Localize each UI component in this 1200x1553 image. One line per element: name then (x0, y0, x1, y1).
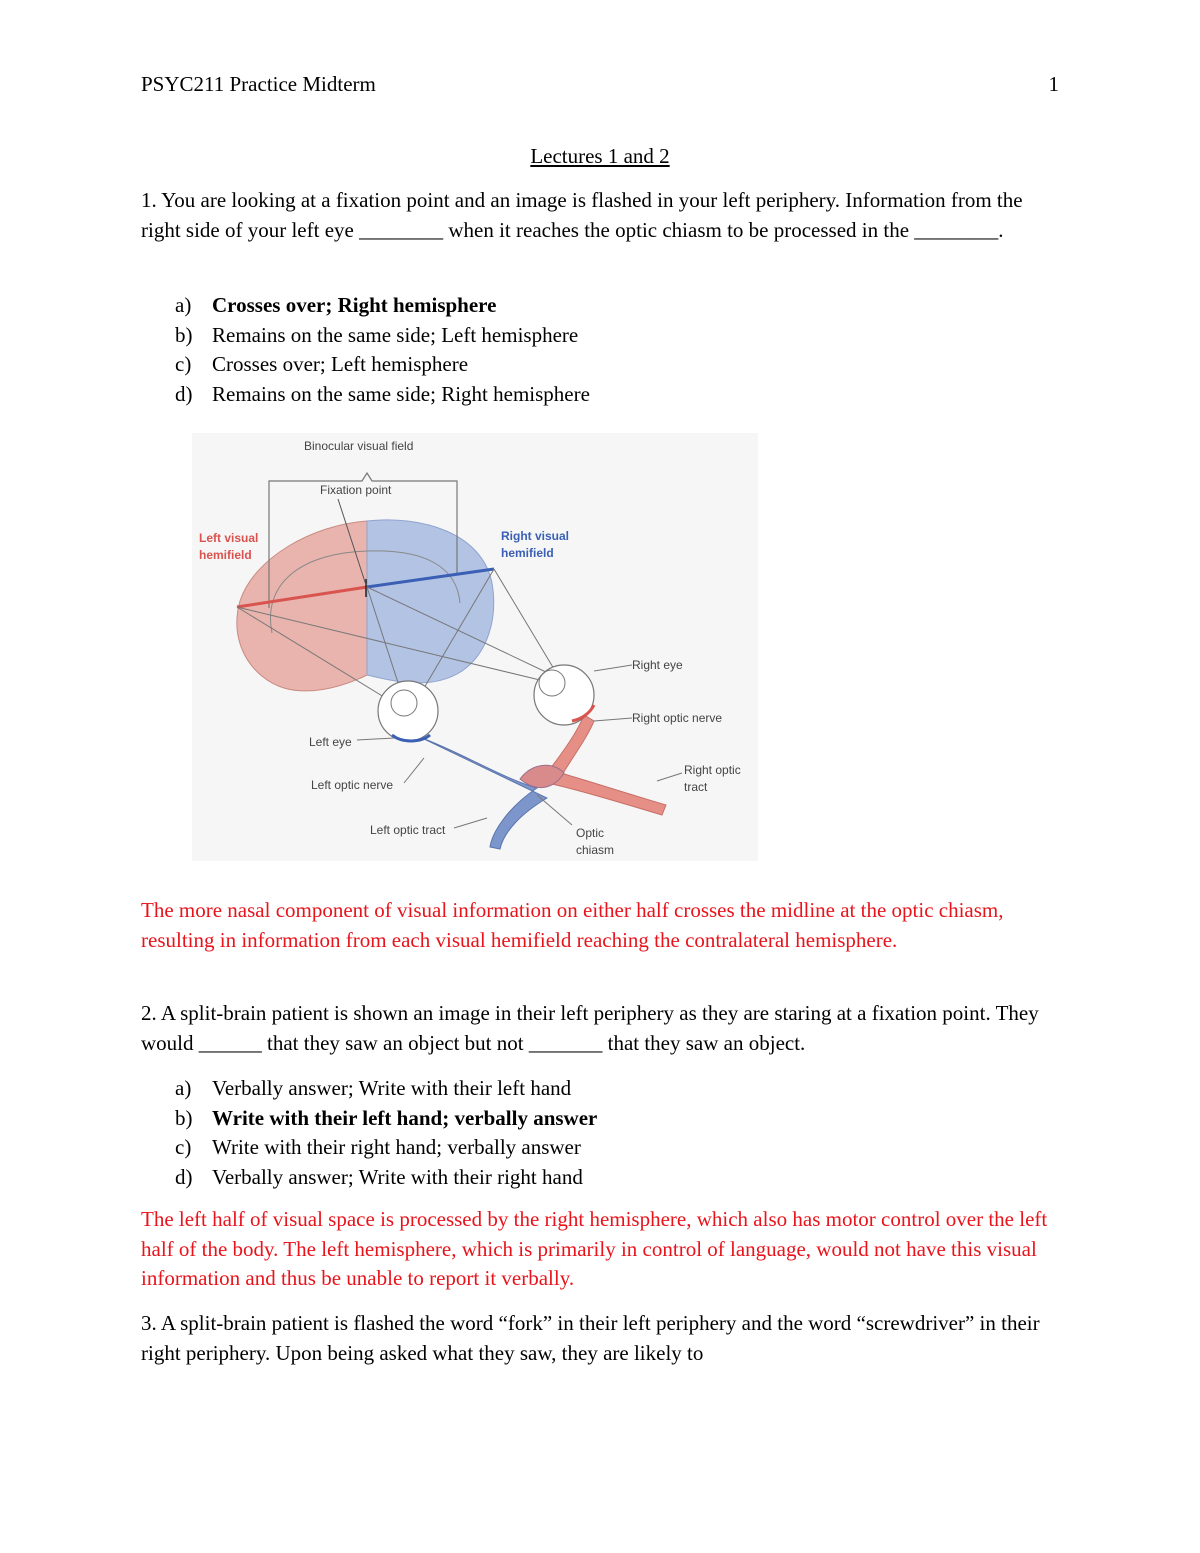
label-left-hemifield-1: Left visual (199, 531, 259, 545)
label-optic-chiasm-2: chiasm (576, 843, 615, 857)
option-2a: a) Verbally answer; Write with their left hand (175, 1076, 572, 1100)
question-1-text: 1. You are looking at a fixation point and an image is flashed in your left periphery. Information from the right side of your left eye ________ when it reaches the optic chiasm to be processed in the ________. (141, 188, 1023, 242)
label-binocular: Binocular visual field (304, 439, 414, 453)
label-left-hemifield-2: hemifield (199, 548, 252, 562)
option-1c: c) Crosses over; Left hemisphere (175, 352, 469, 376)
question-1-options (175, 291, 590, 409)
page-number: 1 (1048, 72, 1059, 96)
visual-pathway-diagram (192, 433, 758, 861)
question-2-options (175, 1074, 597, 1192)
option-1a: a) Crosses over; Right hemisphere (175, 291, 590, 321)
explanation-2: The left half of visual space is processed by the right hemisphere, which also has motor control over the left half of the body. The left hemisphere, which is primarily in control of language, would not have this visual information and thus be unable to report it verbally. (141, 1207, 1048, 1290)
option-2d: d) Verbally answer; Write with their right hand (175, 1164, 583, 1189)
label-fixation: Fixation point (320, 483, 392, 497)
option-2c: c) Write with their right hand; verbally answer (175, 1135, 581, 1159)
option-1d: d) Remains on the same side; Right hemisphere (175, 381, 590, 406)
option-2b: b) Write with their left hand; verbally answer (175, 1104, 597, 1134)
section-title: Lectures 1 and 2 (530, 144, 670, 168)
label-right-optic-tract-1: Right optic (684, 763, 741, 777)
label-right-hemifield-1: Right visual (501, 529, 570, 543)
label-right-eye: Right eye (632, 658, 683, 672)
label-left-eye: Left eye (309, 735, 352, 749)
label-left-optic-nerve: Left optic nerve (311, 778, 394, 792)
left-hemifield-shape (237, 521, 367, 691)
explanation-1: The more nasal component of visual information on either half crosses the midline at the optic chiasm, resulting in information from each visual hemifield reaching the contralateral hemisphere. (141, 898, 1004, 952)
right-optic-tract-shape (547, 771, 666, 815)
label-left-optic-tract: Left optic tract (370, 823, 446, 837)
correct-answer: Crosses over; Right hemisphere (212, 293, 497, 317)
question-3-text: 3. A split-brain patient is flashed the word “fork” in their left periphery and the word “screwdriver” in their right periphery. Upon being asked what they saw, they are likely to (141, 1311, 1040, 1365)
label-right-hemifield-2: hemifield (501, 546, 554, 560)
option-1b: b) Remains on the same side; Left hemisphere (175, 322, 579, 347)
label-right-optic-nerve: Right optic nerve (632, 711, 723, 725)
header-title: PSYC211 Practice Midterm (141, 72, 376, 96)
correct-answer: Write with their left hand; verbally answer (212, 1105, 598, 1130)
question-2-text: 2. A split-brain patient is shown an image in their left periphery as they are staring at a fixation point. They would ______ that they saw an object but not _______ that they saw an object. (141, 1001, 1039, 1055)
label-right-optic-tract-2: tract (684, 780, 708, 794)
label-optic-chiasm-1: Optic (576, 826, 605, 840)
left-eye-shape (378, 681, 438, 741)
